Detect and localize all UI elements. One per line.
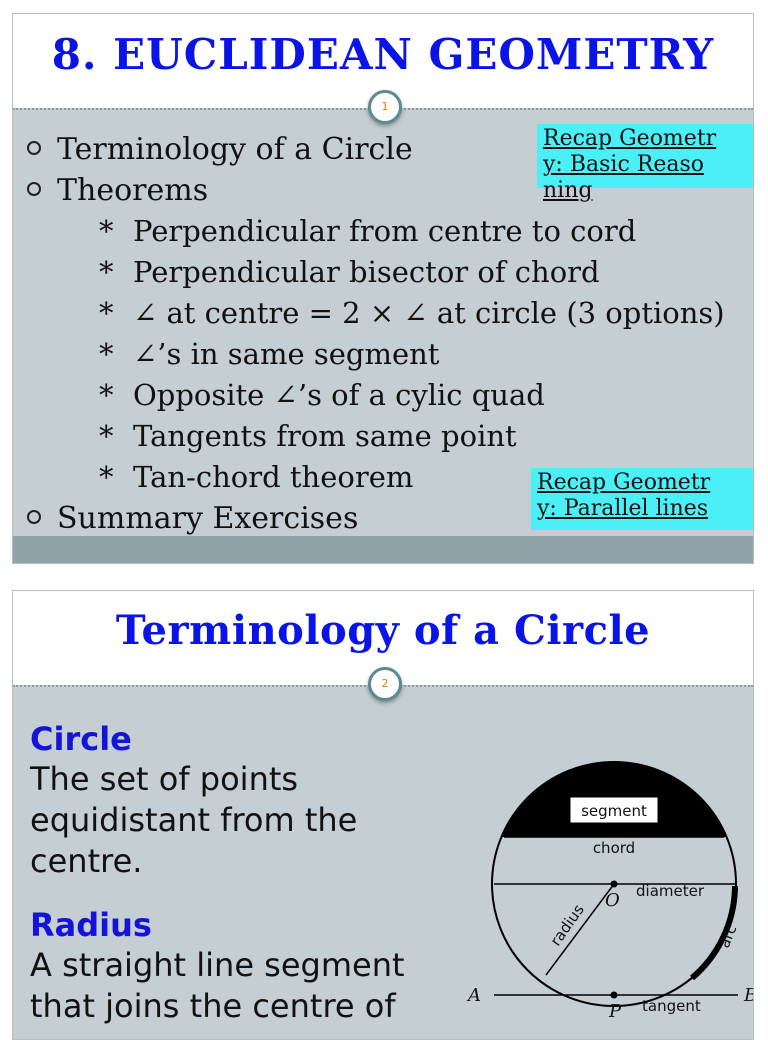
slide-2 (12, 590, 758, 1040)
slide-1 (12, 13, 754, 564)
centre-point (611, 881, 618, 888)
theorem-item: * ∠ at centre = 2 × ∠ at circle (3 options) (99, 296, 725, 330)
chord-label: chord (592, 839, 636, 857)
list-item: Terminology of a Circle (27, 132, 413, 167)
circle-bullet-icon (27, 141, 41, 155)
radius-heading: Radius (30, 906, 152, 944)
point-p-label: P (609, 1001, 622, 1022)
circle-bullet-icon (27, 510, 41, 524)
tangent-label: tangent (642, 997, 701, 1015)
definitions (30, 719, 450, 1027)
circle-heading: Circle (30, 720, 132, 758)
list-item: Theorems (27, 173, 208, 208)
circle-definition-line: equidistant from the (30, 801, 358, 839)
theorem-item: * Opposite ∠’s of a cylic quad (99, 378, 545, 412)
circle-bullet-icon (27, 182, 41, 196)
theorem-item: * ∠’s in same segment (99, 337, 440, 371)
theorem-item: * Tangents from same point (99, 419, 517, 453)
footer-bar (13, 536, 753, 563)
slide-number-badge: 2 (368, 667, 402, 701)
diameter-label: diameter (636, 882, 704, 900)
recap-basic-reasoning-link[interactable]: Recap Geometr y: Basic Reaso (537, 124, 753, 188)
theorem-item: * Perpendicular bisector of chord (99, 255, 600, 289)
slide-title: 8. EUCLIDEAN GEOMETRY (51, 30, 715, 79)
radius-label: radius (546, 900, 588, 950)
radius-definition-line: A straight line segment (30, 946, 405, 984)
tangent-point (611, 992, 618, 999)
theorem-item: * Tan-chord theorem (99, 460, 414, 494)
slide-title: Terminology of a Circle (115, 607, 651, 654)
radius-definition-line: that joins the centre of (30, 987, 396, 1025)
list-item: Summary Exercises (27, 501, 358, 536)
slide-number-badge: 1 (368, 90, 402, 124)
centre-label: O (605, 890, 620, 911)
theorem-item: * Perpendicular from centre to cord (99, 214, 637, 248)
circle-diagram (458, 759, 758, 1040)
recap-parallel-lines-link[interactable]: Recap Geometr y: Parallel lines (531, 468, 754, 530)
circle-definition-line: centre. (30, 842, 143, 880)
circle-definition-line: The set of points (30, 760, 299, 798)
segment-label: segment (581, 802, 647, 820)
point-b-label: B (744, 985, 758, 1006)
point-a-label: A (468, 985, 481, 1006)
arc-label: arc (715, 922, 741, 951)
recap-basic-reasoning-link-overflow[interactable]: ning (543, 178, 593, 203)
